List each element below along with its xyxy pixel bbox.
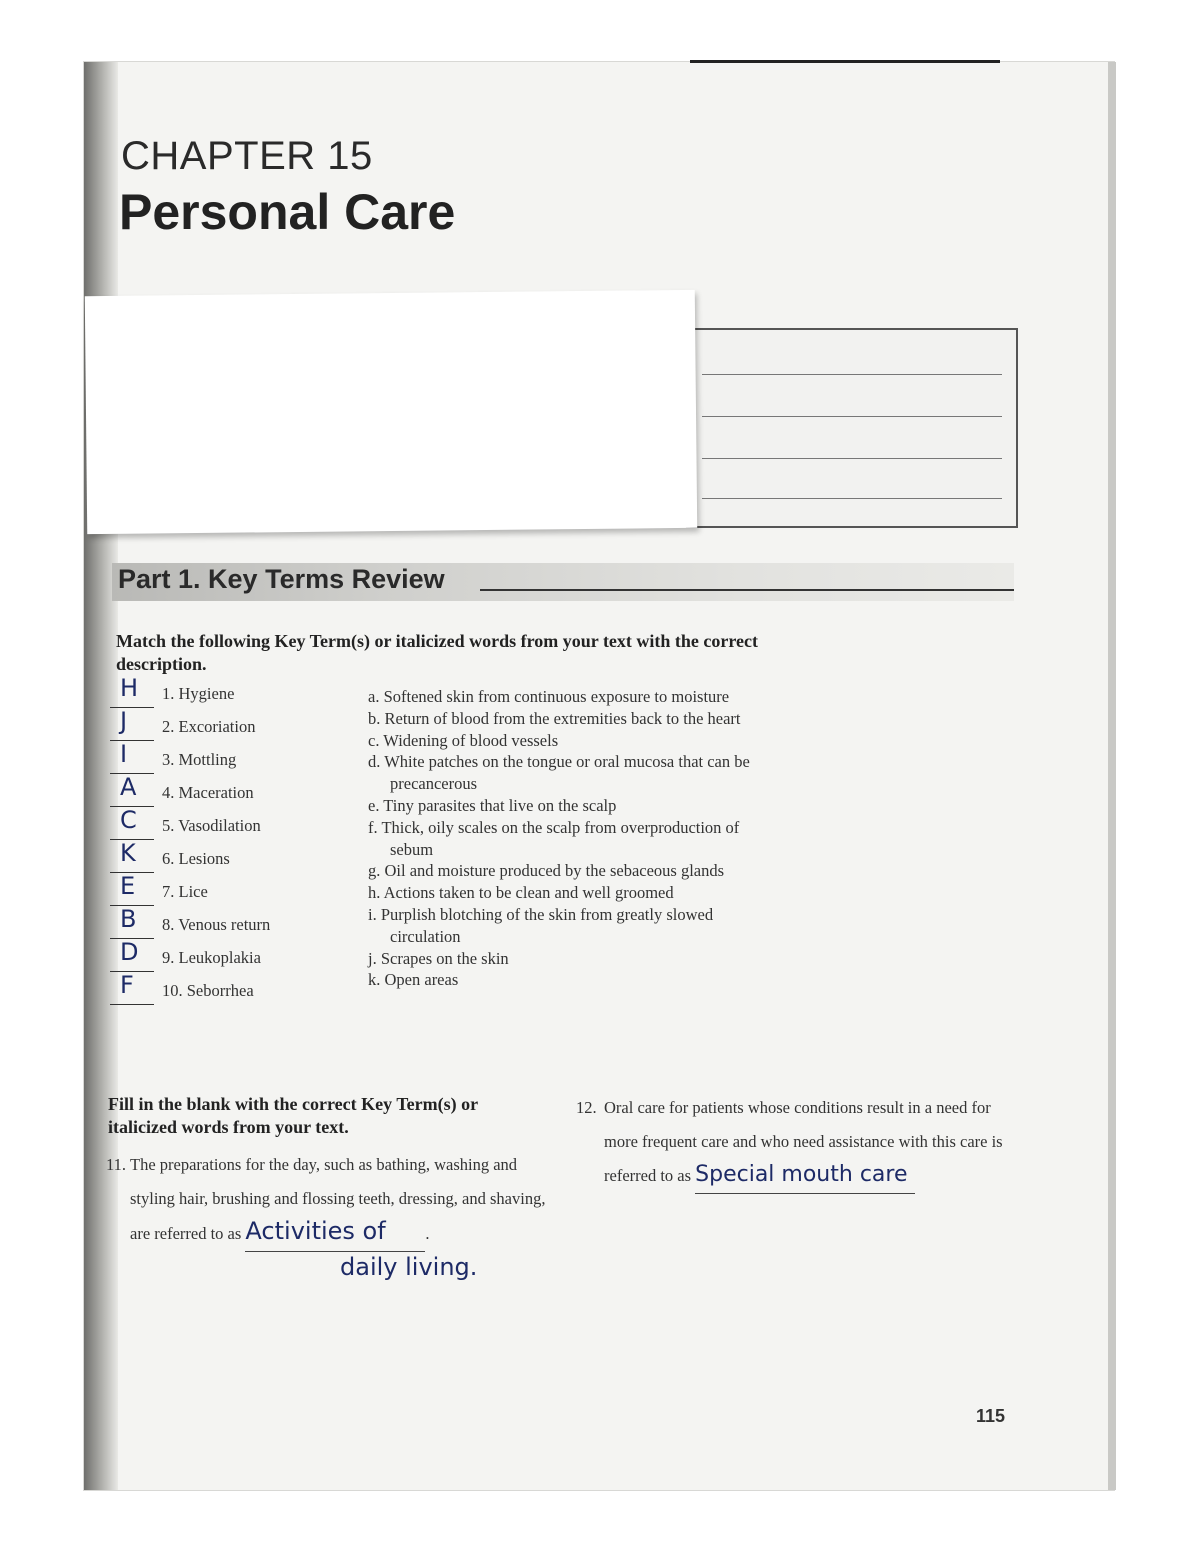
description-item: b. Return of blood from the extremities back to the heart xyxy=(368,708,741,728)
chapter-label: CHAPTER 15 xyxy=(121,134,373,178)
description-item: g. Oil and moisture produced by the sebaceous glands xyxy=(368,861,725,881)
handwritten-answer: Special mouth care xyxy=(695,1162,908,1187)
term-label: 7. Lice xyxy=(162,882,208,901)
term-label: 4. Maceration xyxy=(162,783,254,802)
handwritten-answer: H xyxy=(120,674,139,702)
term-label: 3. Mottling xyxy=(162,750,237,769)
question-11: 11. The preparations for the day, such as bathing, washing and styling hair, brushing and flossing teeth, dressing, and shaving, are referred to as Activities of . daily living. xyxy=(106,1148,546,1282)
question-text: The preparations for the day, such as bathing, washing and styling hair, brushing and flossing teeth, dressing, and shaving, are referred to as xyxy=(130,1155,546,1243)
description-item: k. Open areas xyxy=(368,970,459,990)
objectives-box xyxy=(686,328,1018,528)
handwritten-answer-continued: daily living. xyxy=(340,1252,478,1281)
description-item: j. Scrapes on the skin xyxy=(368,948,509,968)
right-edge xyxy=(1108,62,1116,1490)
top-edge xyxy=(690,60,1000,63)
term-label: 10. Seborrhea xyxy=(162,981,254,1000)
part-heading-rule xyxy=(480,589,1014,591)
handwritten-answer: I xyxy=(120,740,128,768)
handwritten-answer: K xyxy=(120,839,136,867)
page-number: 115 xyxy=(976,1406,1006,1426)
descriptions-list xyxy=(368,686,768,991)
question-text: Oral care for patients whose conditions result in a need for more frequent care and who need assistance with this care is referred to as xyxy=(604,1098,1003,1185)
term-label: 8. Venous return xyxy=(162,915,271,934)
term-label: 9. Leukoplakia xyxy=(162,948,261,967)
term-label: 5. Vasodilation xyxy=(162,816,261,835)
handwritten-answer: Activities of xyxy=(245,1217,386,1245)
term-label: 6. Lesions xyxy=(162,849,230,868)
description-item: e. Tiny parasites that live on the scalp xyxy=(368,795,617,815)
description-item: d. White patches on the tongue or oral mucosa that can be precancerous xyxy=(368,752,750,794)
handwritten-answer: C xyxy=(120,806,137,834)
description-item: i. Purplish blotching of the skin from greatly slowed circulation xyxy=(368,904,714,946)
redaction-paper xyxy=(85,290,697,534)
fill-instructions: Fill in the blank with the correct Key Term(s) or italicized words from your text. xyxy=(108,1094,478,1137)
handwritten-answer: F xyxy=(120,971,134,999)
description-item: h. Actions taken to be clean and well groomed xyxy=(368,883,674,903)
answer-blank xyxy=(245,1215,425,1252)
handwritten-answer: A xyxy=(120,773,137,801)
handwritten-answer: J xyxy=(120,707,128,735)
description-item: f. Thick, oily scales on the scalp from overproduction of sebum xyxy=(368,817,740,859)
handwritten-answer: D xyxy=(120,938,139,966)
description-item: c. Widening of blood vessels xyxy=(368,730,559,750)
chapter-title: Personal Care xyxy=(119,184,456,240)
part-heading: Part 1. Key Terms Review xyxy=(118,564,445,594)
matching-instructions: Match the following Key Term(s) or italicized words from your text with the correct description. xyxy=(116,631,759,674)
question-number: 11. xyxy=(106,1155,127,1174)
question-12 xyxy=(576,1091,1016,1194)
handwritten-answer: E xyxy=(120,872,136,900)
term-label: 2. Excoriation xyxy=(162,717,256,736)
description-item: a. Softened skin from continuous exposure to moisture xyxy=(368,687,730,706)
question-number: 12. xyxy=(576,1098,597,1117)
handwritten-answer: B xyxy=(120,905,137,933)
term-label: 1. Hygiene xyxy=(162,684,235,703)
answer-blank xyxy=(695,1158,915,1194)
